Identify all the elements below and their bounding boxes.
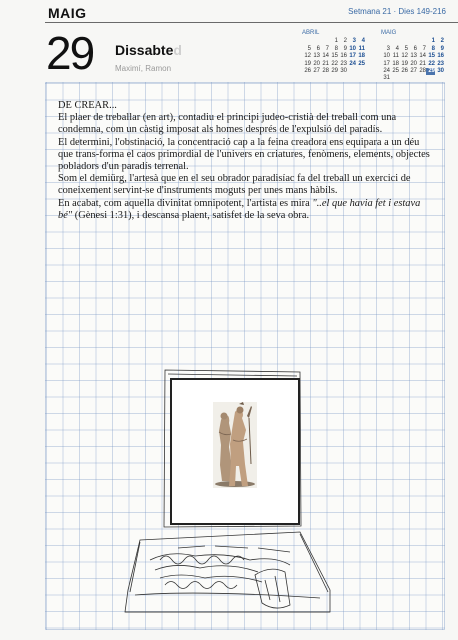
mini-calendar-day: 6	[413, 45, 417, 52]
day-name-text: Dissabte	[115, 42, 174, 58]
mini-calendar-day: 13	[313, 53, 320, 60]
mini-calendar-day: 5	[307, 45, 311, 52]
mini-calendar-day: 18	[358, 53, 365, 60]
mini-calendar-day: 12	[401, 53, 408, 60]
mini-calendar-day: 8	[431, 45, 435, 52]
day-name-suffix: d	[173, 42, 182, 58]
mini-calendar-day: 25	[358, 60, 365, 67]
mini-calendar-day: 10	[349, 45, 356, 52]
mini-calendar-day: 3	[352, 38, 356, 45]
mini-calendar-day: 22	[428, 60, 435, 67]
mini-calendar-day: 14	[322, 53, 329, 60]
mini-calendar-day: 21	[419, 60, 426, 67]
mini-calendar-day: 24	[383, 68, 390, 75]
sketch-desk-outline	[125, 532, 330, 612]
mini-calendar-day: 3	[386, 45, 390, 52]
mini-calendar-day: 16	[340, 53, 347, 60]
mini-calendar-day: 4	[361, 38, 365, 45]
mini-calendar-day: 10	[383, 53, 390, 60]
mini-calendar-day: 6	[316, 45, 320, 52]
mini-calendar-day: 14	[419, 53, 426, 60]
mini-calendar-day: 27	[410, 68, 417, 75]
mini-calendar-day: 31	[383, 75, 390, 82]
mini-calendar-day: 15	[331, 53, 338, 60]
sketch-scroll	[255, 569, 290, 608]
sketch-twisted-scroll	[160, 556, 244, 564]
entry-paragraph-3: Som el demiürg, l'artesà que en el seu obrador paradisíac fa del treball un exercici de coneixement servint-se d'instruments moguts per unes mans hàbils.	[58, 173, 411, 197]
mini-calendar-day: 28	[322, 68, 329, 75]
mini-calendar-day: 16	[437, 53, 444, 60]
mini-calendar-day: 4	[395, 45, 399, 52]
saints-of-day: Maximí, Ramon	[115, 64, 172, 73]
mini-calendar-day: 2	[440, 38, 444, 45]
entry-heading: DE CREAR...	[58, 100, 117, 111]
mini-calendar-day: 18	[392, 60, 399, 67]
month-label: MAIG	[48, 5, 87, 21]
mini-calendar-day: 19	[304, 60, 311, 67]
week-info: Setmana 21 · Dies 149-216	[348, 7, 446, 16]
mini-calendar-day: 23	[340, 60, 347, 67]
mini-calendar-day: 30	[437, 68, 444, 75]
mini-calendar-day: 21	[322, 60, 329, 67]
mini-calendar-day: 11	[358, 45, 365, 52]
entry-p4-end: (Gènesi 1:31), i descansa plaent, satisfet de la seva obra.	[72, 209, 310, 221]
mini-calendar-day: 5	[404, 45, 408, 52]
mini-calendar-title: ABRIL	[302, 30, 320, 36]
mini-calendar-day: 24	[349, 60, 356, 67]
mini-calendar-day: 19	[401, 60, 408, 67]
mini-calendar-day: 26	[304, 68, 311, 75]
mini-calendar-day: 7	[325, 45, 329, 52]
mini-calendar-day: 11	[392, 53, 399, 60]
mini-calendar-day: 30	[340, 68, 347, 75]
mini-calendar-day: 23	[437, 60, 444, 67]
mini-calendar-day: 28	[419, 68, 426, 75]
entry-paragraph-2: El determini, l'obstinació, la concentració cap a la feina creadora ens equipara a un déu que trans-forma el caos primordial de l'univers en criatures, fenòmens, elements, objectes pobladors d'un paradís terrenal.	[58, 136, 430, 173]
mini-calendar-day: 8	[334, 45, 338, 52]
mini-calendar-day: 27	[313, 68, 320, 75]
mini-calendar-day: 20	[410, 60, 417, 67]
day-number: 29	[46, 27, 94, 79]
sculpture-photo	[213, 402, 257, 488]
mini-calendar-day: 26	[401, 68, 408, 75]
mini-calendar-day: 9	[440, 45, 444, 52]
mini-calendar-day: 17	[383, 60, 390, 67]
mini-calendar-day: 20	[313, 60, 320, 67]
mini-calendar-day: 25	[392, 68, 399, 75]
mini-calendar-day: 17	[349, 53, 356, 60]
mini-calendar-day: 1	[431, 38, 435, 45]
mini-calendar-day: 29	[331, 68, 338, 75]
genesis-quote: "..el que havia fet i estava bé"	[58, 197, 421, 221]
mini-calendar-title: MAIG	[381, 30, 397, 36]
mini-calendar-day: 22	[331, 60, 338, 67]
mini-calendar-day: 12	[304, 53, 311, 60]
mini-calendar-day: 1	[334, 38, 338, 45]
mini-calendar-day: 2	[343, 38, 347, 45]
entry-p4-start: En acabat, com aquella divinitat omnipotent, l'artista es mira	[58, 197, 313, 209]
mini-calendar-day: 15	[428, 53, 435, 60]
mini-calendar-day: 13	[410, 53, 417, 60]
mini-calendar-day: 9	[343, 45, 347, 52]
mini-calendar-day: 29	[426, 68, 435, 75]
mini-calendar-day: 7	[422, 45, 426, 52]
entry-paragraph-1: El plaer de treballar (en art), contadiu el principi judeo-cristià del treball com una condemna, com un càstig imposat als homes després de l'expulsió del paradís.	[58, 112, 397, 136]
